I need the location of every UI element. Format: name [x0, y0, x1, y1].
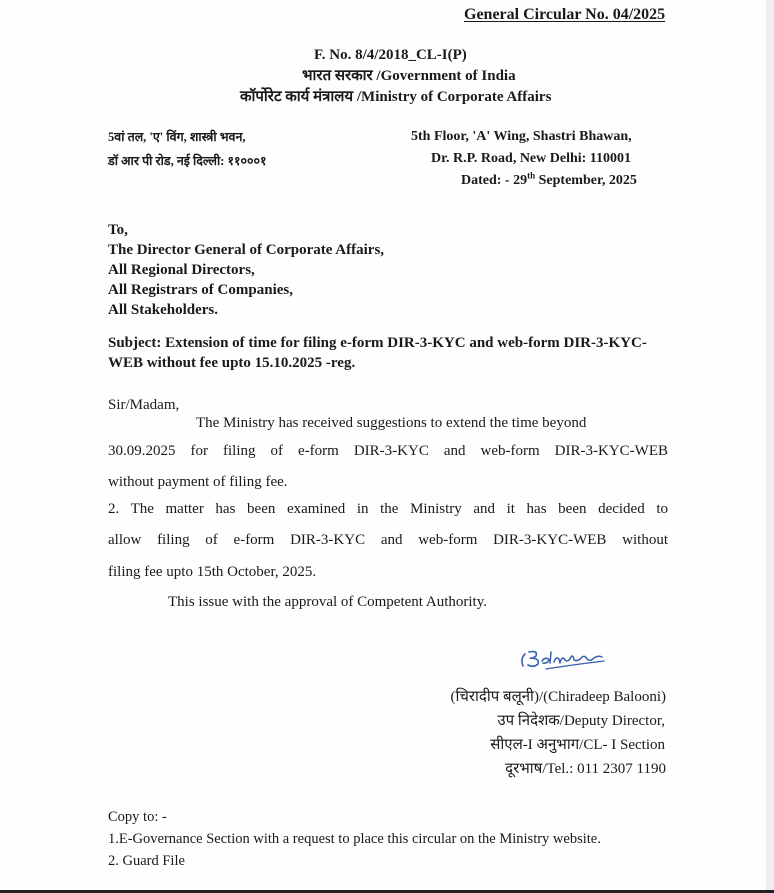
- paragraph-2-line-3: filing fee upto 15th October, 2025.: [108, 564, 317, 580]
- salutation: Sir/Madam,: [108, 397, 180, 413]
- copy-to-heading: Copy to: -: [108, 809, 167, 825]
- paragraph-1-line-1: The Ministry has received suggestions to extend the time beyond: [196, 415, 587, 431]
- address-hindi-line-1: 5वां तल, 'ए' विंग, शास्त्री भवन,: [108, 130, 246, 144]
- ministry-name: कॉर्पोरेट कार्य मंत्रालय /Ministry of Corporate Affairs: [240, 89, 552, 105]
- copy-to-block: [108, 806, 601, 872]
- signatory-name: (चिरादीप बलूनी)/(Chiradeep Balooni): [450, 689, 666, 705]
- circular-number: General Circular No. 04/2025: [464, 6, 666, 23]
- address-english-line-2: Dr. R.P. Road, New Delhi: 110001: [431, 151, 632, 166]
- signatory-telephone: दूरभाष/Tel.: 011 2307 1190: [505, 761, 666, 777]
- recipient-item: All Regional Directors,: [108, 262, 255, 278]
- date-ordinal-suffix: th: [527, 170, 536, 181]
- approval-statement: This issue with the approval of Competent Authority.: [168, 594, 487, 610]
- file-number: F. No. 8/4/2018_CL-I(P): [314, 47, 467, 63]
- recipients-block: [108, 220, 384, 320]
- copy-to-item: 2. Guard File: [108, 853, 185, 869]
- recipients-to: To,: [108, 222, 128, 238]
- address-english-line-1: 5th Floor, 'A' Wing, Shastri Bhawan,: [411, 129, 632, 144]
- paragraph-2-line-1: 2. The matter has been examined in the Ministry and it has been decided to: [108, 501, 668, 517]
- signatory-section: सीएल-I अनुभाग/CL- I Section: [490, 737, 665, 753]
- subject-line: Subject: Extension of time for filing e-form DIR-3-KYC and web-form DIR-3-KYC-WEB without fee upto 15.10.2025 -reg.: [108, 335, 647, 371]
- paragraph-1-line-2: 30.09.2025 for filing of e-form DIR-3-KYC and web-form DIR-3-KYC-WEB: [108, 443, 668, 459]
- recipient-item: All Stakeholders.: [108, 302, 219, 318]
- handwritten-signature-icon: [516, 645, 616, 675]
- recipient-item: The Director General of Corporate Affairs,: [108, 242, 385, 258]
- paragraph-2-line-2: allow filing of e-form DIR-3-KYC and web-form DIR-3-KYC-WEB without: [108, 532, 668, 548]
- paragraph-1-line-3: without payment of filing fee.: [108, 474, 288, 490]
- signatory-designation: उप निदेशक/Deputy Director,: [497, 713, 665, 729]
- copy-to-item: 1.E-Governance Section with a request to place this circular on the Ministry website.: [108, 831, 601, 847]
- address-hindi-line-2: डॉ आर पी रोड, नई दिल्ली: ११०००१: [108, 154, 267, 168]
- page-edge-strip: [766, 0, 774, 890]
- government-name: भारत सरकार /Government of India: [302, 68, 516, 84]
- date-line: [461, 169, 637, 192]
- date-rest: September, 2025: [535, 173, 637, 188]
- recipient-item: All Registrars of Companies,: [108, 282, 293, 298]
- date-prefix: Dated: - 29: [461, 173, 528, 188]
